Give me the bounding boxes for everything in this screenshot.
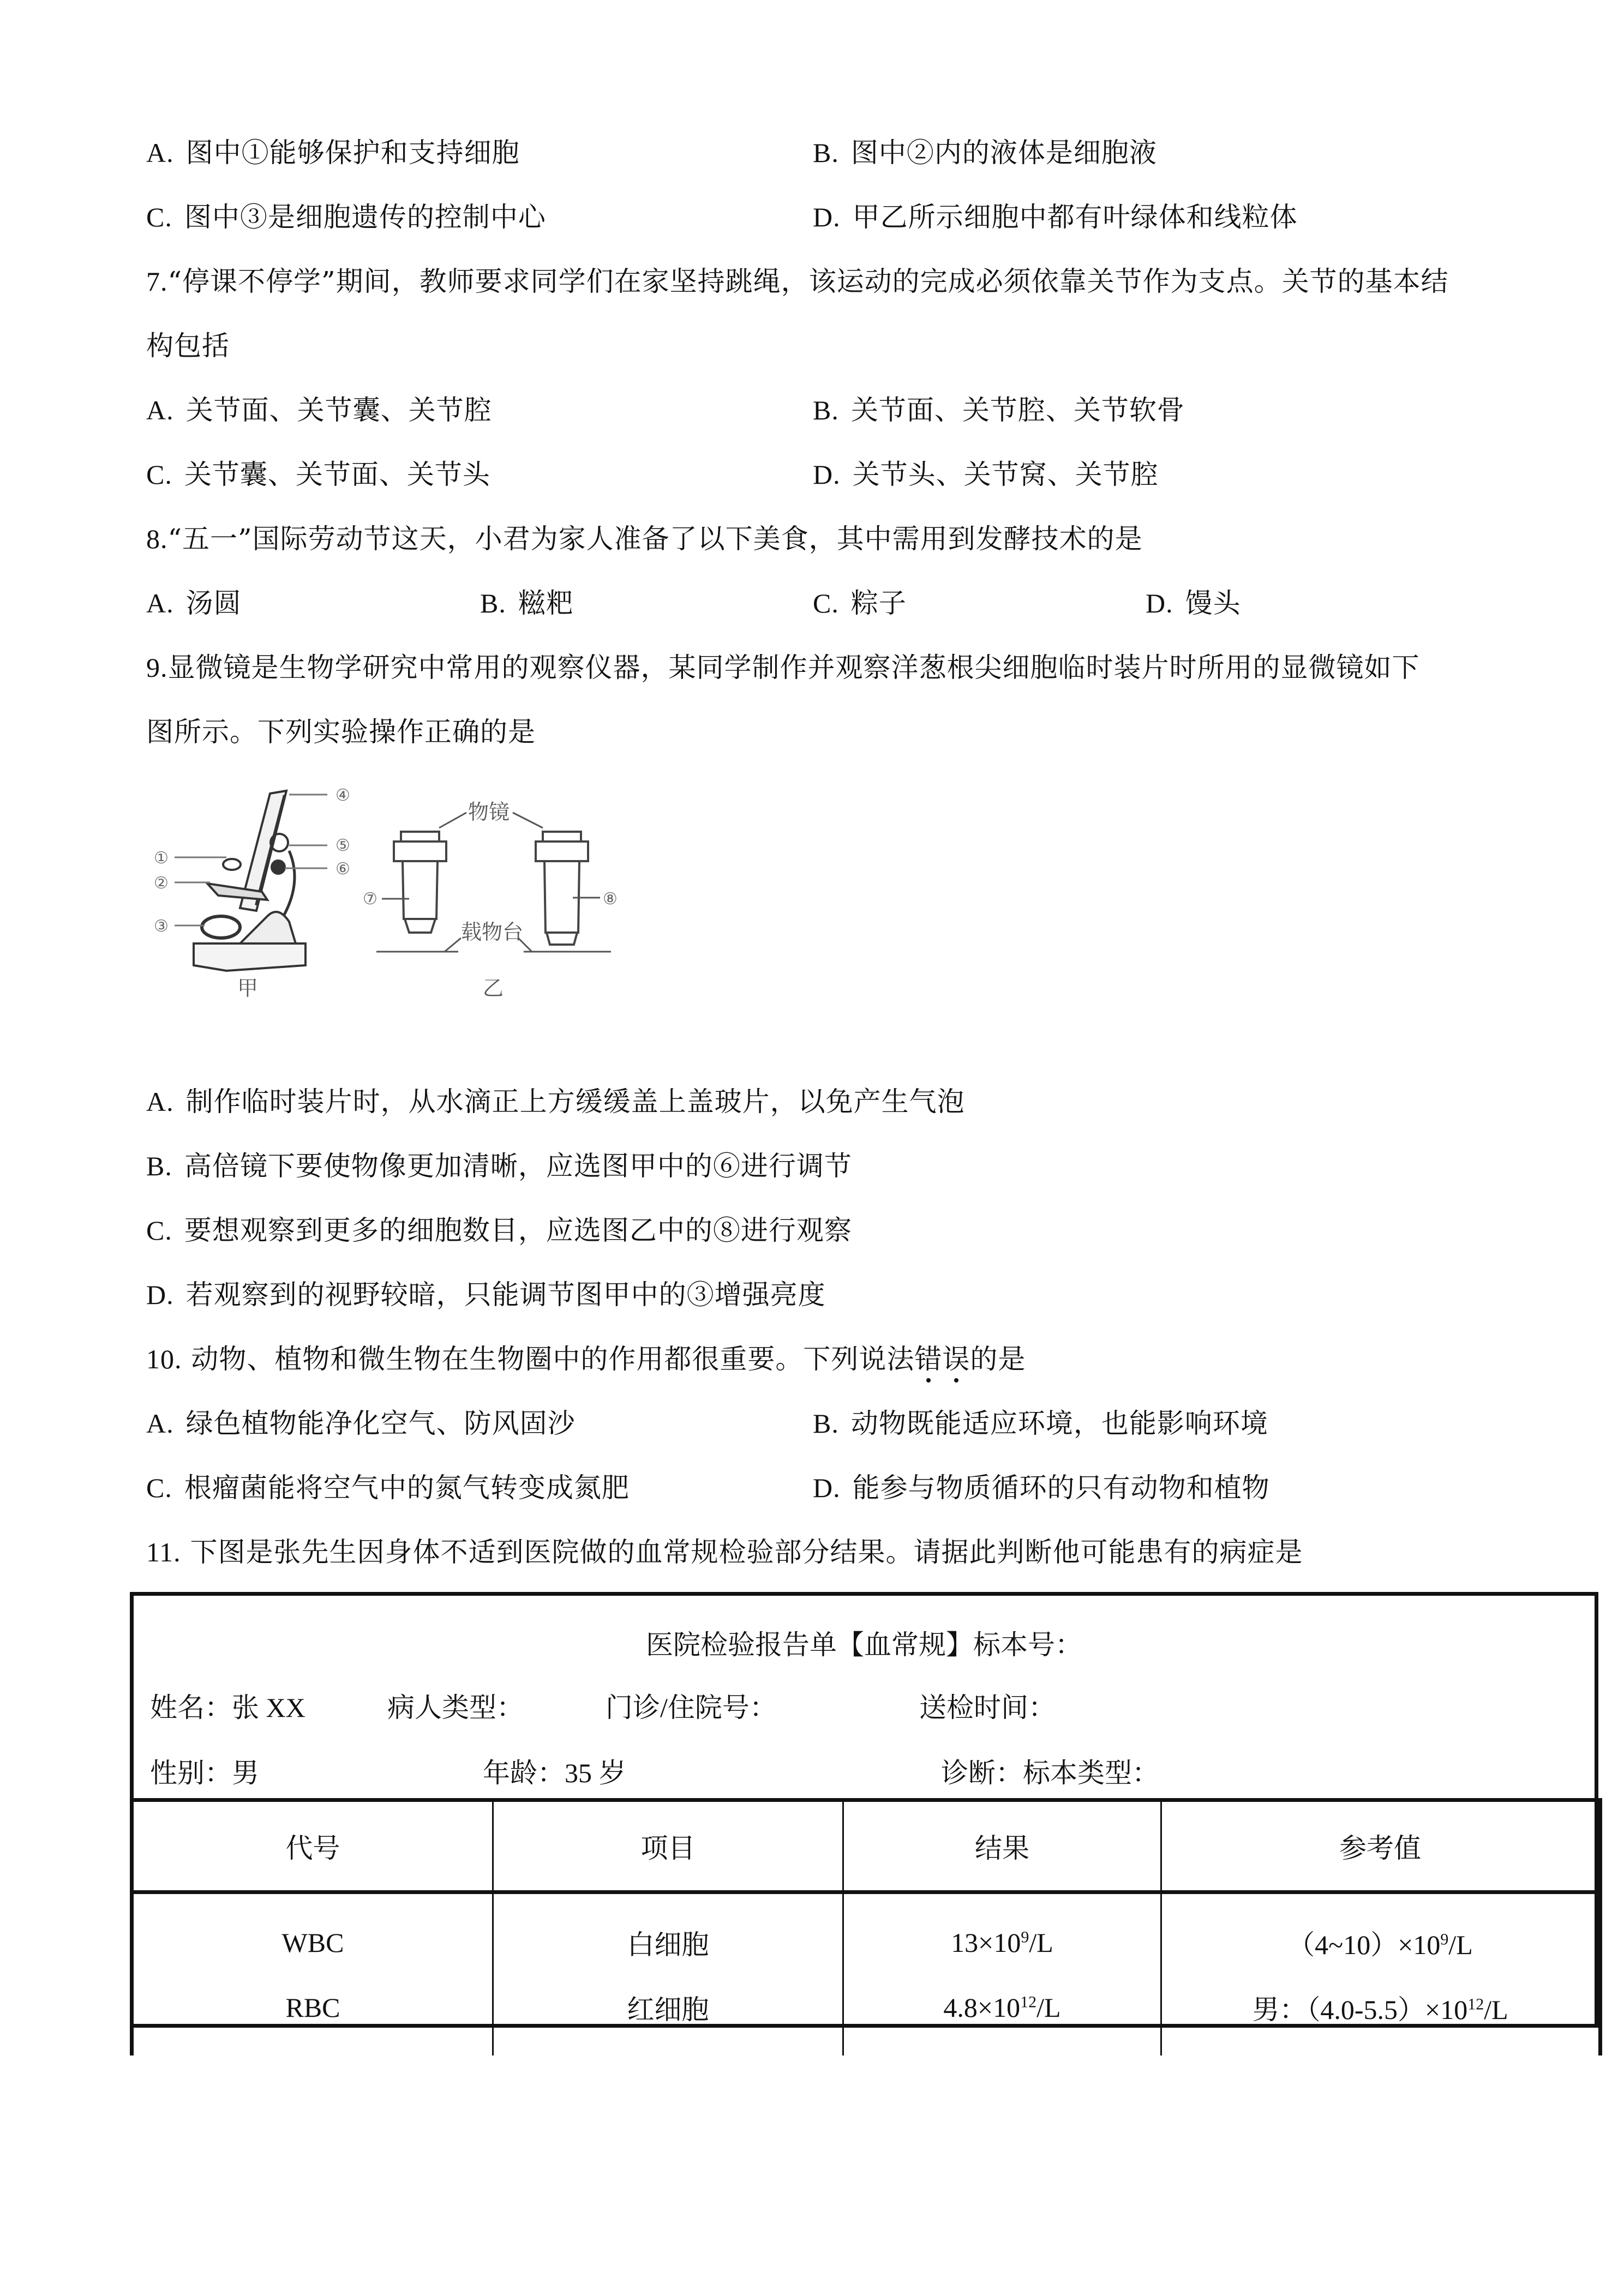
option-label: B. — [813, 395, 839, 425]
ref-base: 男：（4.0-5.5）×10 — [1252, 1994, 1468, 2025]
stem-text: 显微镜是生物学研究中常用的观察仪器，某同学制作并观察洋葱根尖细胞临时装片时所用的显微镜如下 — [167, 652, 1420, 683]
marker-2: ② — [154, 874, 169, 893]
q10-stem — [146, 1343, 1026, 1375]
option-text: 糍粑 — [518, 587, 574, 619]
stem-text: “停课不停学”期间，教师要求同学们在家坚持跳绳，该运动的完成必须依靠关节作为支点。关节的基本结 — [167, 266, 1449, 297]
table-row — [132, 1892, 1601, 1975]
fine-knob — [272, 861, 285, 874]
option-label: C. — [813, 588, 839, 618]
marker-5: ⑤ — [335, 836, 350, 855]
option-label: A. — [146, 137, 174, 168]
result-unit: /L — [1036, 1992, 1061, 2023]
q7-option-d[interactable] — [813, 458, 1159, 491]
question-number: 10. — [146, 1344, 182, 1374]
q10-option-a[interactable] — [146, 1407, 576, 1440]
q7-option-b[interactable] — [813, 394, 1185, 426]
microscope-figure — [142, 769, 622, 1003]
report-sex: 性别：男 — [150, 1758, 259, 1788]
report-clinic-no: 门诊/住院号： — [606, 1692, 777, 1723]
option-text: 根瘤菌能将空气中的氮气转变成氮肥 — [184, 1472, 630, 1504]
result-base: 4.8×10 — [943, 1992, 1021, 2023]
stem-text: 下图是张先生因身体不适到医院做的血常规检验部分结果。请据此判断他可能患有的病症是 — [190, 1536, 1303, 1568]
table-header-row — [132, 1800, 1601, 1892]
table-row — [132, 1975, 1601, 2055]
report-patient-type: 病人类型： — [387, 1692, 524, 1723]
option-text: 若观察到的视野较暗，只能调节图甲中的③增强亮度 — [185, 1279, 826, 1311]
microscope-jia — [194, 791, 305, 971]
cell-reference — [1161, 1892, 1601, 1975]
option-text: 要想观察到更多的细胞数目，应选图乙中的⑧进行观察 — [184, 1215, 852, 1246]
figure-yi-label: 乙 — [483, 976, 504, 1000]
q6-option-a[interactable] — [146, 136, 520, 169]
q9-option-c[interactable] — [146, 1214, 852, 1247]
option-text: 高倍镜下要使物像更加清晰，应选图甲中的⑥进行调节 — [184, 1150, 852, 1182]
option-label: C. — [146, 1215, 172, 1246]
report-table — [130, 1798, 1602, 2055]
option-text: 关节面、关节囊、关节腔 — [185, 394, 492, 426]
result-exponent: 9 — [1021, 1927, 1029, 1946]
ref-exponent: 9 — [1440, 1930, 1449, 1948]
cell-reference — [1161, 1975, 1601, 2055]
option-text: 制作临时装片时，从水滴正上方缓缓盖上盖玻片，以免产生气泡 — [185, 1086, 965, 1117]
option-label: D. — [1146, 588, 1173, 618]
cell-item: 红细胞 — [493, 1975, 843, 2055]
q9-stem-cont: 图所示。下列实验操作正确的是 — [146, 716, 536, 748]
blood-test-report — [130, 1592, 1598, 2028]
q10-option-b[interactable] — [813, 1407, 1268, 1440]
q11-stem — [146, 1536, 1303, 1568]
q7-stem — [146, 265, 1449, 298]
header-code: 代号 — [132, 1800, 493, 1892]
marker-7: ⑦ — [363, 889, 377, 909]
option-label: A. — [146, 1408, 174, 1439]
option-text: 关节头、关节窝、关节腔 — [852, 459, 1159, 490]
marker-4: ④ — [335, 786, 350, 805]
option-text: 汤圆 — [185, 587, 242, 619]
option-text: 动物既能适应环境，也能影响环境 — [850, 1408, 1268, 1439]
emphasis-char: 误 — [942, 1343, 970, 1375]
q9-option-a[interactable] — [146, 1085, 965, 1118]
ref-exponent: 12 — [1467, 1994, 1484, 2013]
stem-text: “五一”国际劳动节这天，小君为家人准备了以下美食，其中需用到发酵技术的是 — [167, 523, 1143, 555]
objective-label: 物镜 — [468, 800, 510, 824]
option-label: A. — [146, 395, 174, 425]
cell-item: 白细胞 — [493, 1892, 843, 1975]
option-text: 馒头 — [1185, 587, 1241, 619]
q9-option-b[interactable] — [146, 1150, 852, 1182]
q7-option-a[interactable] — [146, 394, 492, 426]
q7-option-c[interactable] — [146, 458, 490, 491]
option-text: 关节面、关节腔、关节软骨 — [850, 394, 1185, 426]
header-item: 项目 — [493, 1800, 843, 1892]
cell-code: WBC — [132, 1892, 493, 1975]
q6-option-c[interactable] — [146, 201, 546, 233]
cell-code: RBC — [132, 1975, 493, 2055]
option-label: D. — [813, 459, 841, 490]
ref-unit: /L — [1448, 1929, 1473, 1960]
option-text: 甲乙所示细胞中都有叶绿体和线粒体 — [852, 201, 1298, 233]
report-title: 医院检验报告单【血常规】标本号： — [646, 1629, 1082, 1661]
emphasis-char: 错 — [914, 1343, 943, 1375]
cell-result — [843, 1892, 1161, 1975]
nosepiece — [223, 859, 241, 870]
marker-6: ⑥ — [335, 860, 350, 879]
q8-option-d[interactable] — [1146, 587, 1241, 620]
option-text: 图中②内的液体是细胞液 — [850, 137, 1157, 169]
option-label: D. — [146, 1279, 174, 1310]
stem-text: 动物、植物和微生物在生物圈中的作用都很重要。下列说法 — [191, 1343, 915, 1375]
cell-result — [843, 1975, 1161, 2055]
report-age: 年龄：35 岁 — [483, 1758, 626, 1788]
q10-option-d[interactable] — [813, 1471, 1270, 1504]
q10-option-c[interactable] — [146, 1471, 630, 1504]
question-number: 8. — [146, 524, 168, 554]
option-label: B. — [480, 588, 506, 618]
report-send-time: 送检时间： — [919, 1692, 1056, 1723]
option-text: 能参与物质循环的只有动物和植物 — [852, 1472, 1270, 1504]
option-text: 图中③是细胞遗传的控制中心 — [184, 201, 546, 233]
ref-base: （4~10）×10 — [1287, 1929, 1441, 1960]
option-text: 粽子 — [850, 587, 907, 619]
question-number: 9. — [146, 652, 168, 683]
option-label: A. — [146, 588, 174, 618]
mirror — [202, 916, 240, 938]
result-unit: /L — [1029, 1927, 1053, 1958]
ref-unit: /L — [1484, 1994, 1508, 2025]
result-base: 13×10 — [951, 1927, 1021, 1958]
option-label: A. — [146, 1086, 174, 1117]
option-label: C. — [146, 1472, 172, 1503]
option-label: B. — [813, 137, 839, 168]
option-text: 绿色植物能净化空气、防风固沙 — [185, 1408, 576, 1439]
stem-text-end: 的是 — [970, 1343, 1026, 1375]
option-text: 关节囊、关节面、关节头 — [184, 459, 490, 490]
base — [194, 943, 305, 971]
objective-low — [394, 832, 446, 933]
question-number: 11. — [146, 1537, 181, 1567]
stage-label: 载物台 — [461, 920, 524, 944]
option-label: C. — [146, 459, 172, 490]
q9-stem — [146, 651, 1420, 684]
q8-option-a[interactable] — [146, 587, 242, 620]
header-reference: 参考值 — [1161, 1800, 1601, 1892]
option-label: B. — [813, 1408, 839, 1439]
q8-stem — [146, 522, 1143, 555]
marker-3: ③ — [154, 917, 169, 936]
q6-option-b[interactable] — [813, 136, 1157, 169]
q8-option-c[interactable] — [813, 587, 907, 620]
objective-high — [536, 832, 588, 945]
q6-option-d[interactable] — [813, 201, 1298, 233]
report-name: 姓名：张 XX — [150, 1692, 305, 1723]
question-number: 7. — [146, 266, 168, 297]
q9-option-d[interactable] — [146, 1278, 826, 1311]
option-text: 图中①能够保护和支持细胞 — [185, 137, 520, 169]
option-label: D. — [813, 1472, 841, 1503]
result-exponent: 12 — [1020, 1992, 1037, 2011]
option-label: D. — [813, 202, 841, 232]
header-result: 结果 — [843, 1800, 1161, 1892]
q8-option-b[interactable] — [480, 587, 574, 620]
q7-stem-cont: 构包括 — [146, 330, 230, 362]
option-label: C. — [146, 202, 172, 232]
marker-1: ① — [154, 849, 169, 868]
option-label: B. — [146, 1151, 172, 1181]
marker-8: ⑧ — [603, 889, 618, 909]
figure-jia-label: 甲 — [237, 976, 259, 1000]
microscope-diagram — [142, 769, 622, 1003]
report-diagnosis: 诊断：标本类型： — [941, 1758, 1159, 1788]
